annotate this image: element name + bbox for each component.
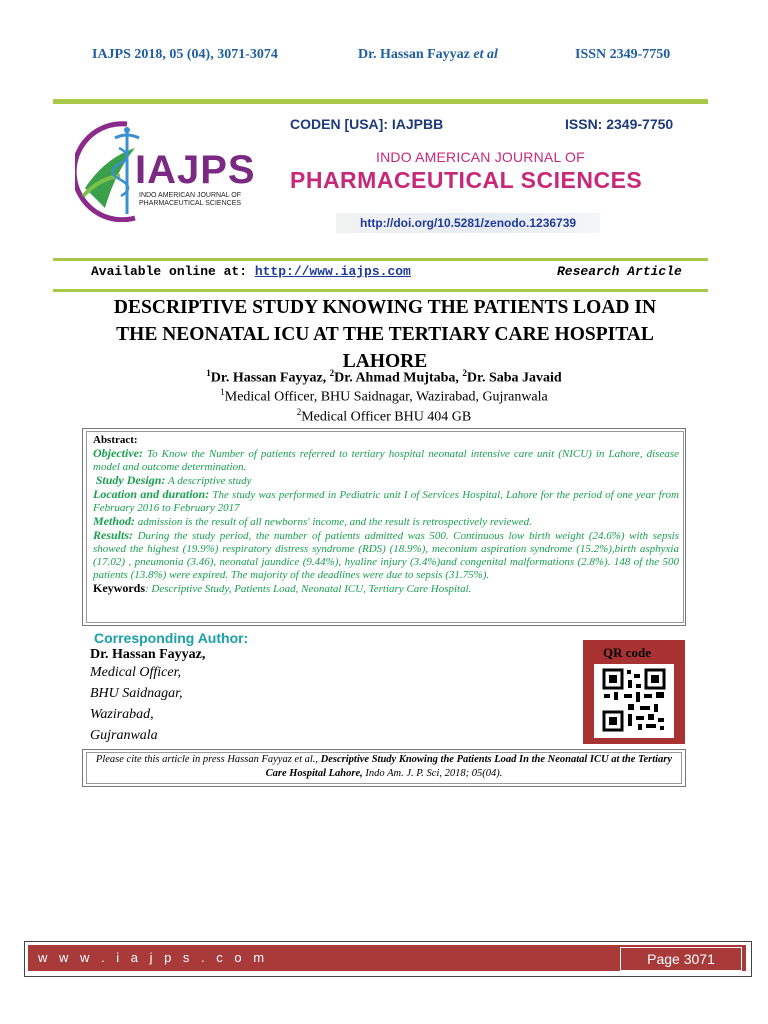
qr-code-icon bbox=[594, 664, 674, 738]
keywords-text: : Descriptive Study, Patients Load, Neonatal ICU, Tertiary Care Hospital. bbox=[145, 583, 472, 595]
method-text: admission is the result of all newborns' income, and the result is retrospectively reviewed. bbox=[135, 516, 532, 528]
author-2-sup: 2 bbox=[329, 368, 335, 378]
journal-url-link[interactable]: http://www.iajps.com bbox=[254, 264, 411, 279]
article-title bbox=[60, 294, 710, 375]
abstract-keywords bbox=[93, 582, 679, 596]
citation-box bbox=[82, 749, 686, 787]
qr-pattern-icon bbox=[594, 664, 674, 738]
abstract-location bbox=[93, 488, 679, 515]
masthead-issn: ISSN: 2349-7750 bbox=[565, 116, 674, 132]
design-label: Study Design: bbox=[95, 473, 166, 487]
affiliation-1-sup: 1 bbox=[220, 387, 225, 397]
affiliation-1 bbox=[0, 387, 768, 406]
logo-subtitle-2: PHARMACEUTICAL SCIENCES bbox=[139, 200, 242, 207]
affiliation-2-text: Medical Officer BHU 404 GB bbox=[301, 409, 472, 425]
abstract-inner-frame bbox=[86, 431, 684, 623]
keywords-label: Keywords bbox=[93, 581, 145, 595]
running-author-suffix: et al bbox=[473, 47, 498, 62]
corresponding-line-1: Medical Officer, bbox=[90, 665, 181, 680]
objective-label: Objective: bbox=[93, 446, 143, 460]
corresponding-name: Dr. Hassan Fayyaz, bbox=[90, 647, 206, 662]
citation-text bbox=[86, 752, 682, 784]
journal-logo bbox=[75, 118, 256, 222]
corresponding-line-3: Wazirabad, bbox=[90, 707, 154, 722]
article-type: Research Article bbox=[557, 264, 682, 279]
running-issn: ISSN 2349-7750 bbox=[575, 47, 671, 62]
design-text: A descriptive study bbox=[165, 475, 252, 487]
affiliation-1-text: Medical Officer, BHU Saidnagar, Wazirabad, Gujranwala bbox=[224, 389, 548, 405]
author-3: Dr. Saba Javaid bbox=[466, 370, 562, 386]
doi-link[interactable]: http://doi.org/10.5281/zenodo.1236739 bbox=[360, 216, 577, 230]
title-line-3: LAHORE bbox=[342, 351, 428, 372]
corresponding-line-2: BHU Saidnagar, bbox=[90, 686, 183, 701]
abstract-method bbox=[93, 515, 679, 529]
author-list bbox=[0, 368, 768, 387]
affiliation-2 bbox=[0, 407, 768, 426]
title-line-2: THE NEONATAL ICU AT THE TERTIARY CARE HOSPITAL bbox=[116, 324, 654, 345]
abstract-body bbox=[93, 434, 679, 596]
author-2: Dr. Ahmad Mujtaba, bbox=[334, 370, 463, 386]
coden: CODEN [USA]: IAJPBB bbox=[290, 116, 444, 132]
running-author bbox=[358, 47, 498, 63]
page-number: Page 3071 bbox=[620, 947, 742, 971]
qr-code-panel bbox=[583, 640, 685, 744]
logo-wordmark: IAJPS bbox=[135, 148, 256, 192]
header-divider bbox=[53, 99, 708, 104]
objective-text: To Know the Number of patients referred to tertiary hospital neonatal intensive care unit (NICU) in Lahore, disease model and outcome determination. bbox=[93, 448, 679, 473]
corresponding-heading: Corresponding Author: bbox=[94, 630, 249, 646]
corresponding-line-4: Gujranwala bbox=[90, 728, 158, 743]
footer-url[interactable]: w w w . i a j p s . c o m bbox=[38, 950, 269, 965]
author-1-sup: 1 bbox=[206, 368, 211, 378]
journal-name-line1: INDO AMERICAN JOURNAL OF bbox=[376, 149, 585, 165]
abstract-results bbox=[93, 529, 679, 582]
author-3-sup: 2 bbox=[462, 368, 467, 378]
page-footer bbox=[24, 941, 752, 977]
availability-label: Available online at: bbox=[91, 264, 255, 279]
logo-subtitle-1: INDO AMERICAN JOURNAL OF bbox=[139, 192, 242, 199]
location-label: Location and duration: bbox=[93, 487, 210, 501]
footer-bar bbox=[28, 945, 746, 971]
citation-title: Descriptive Study Knowing the Patients Load In the Neonatal ICU at the Tertiary Care Hospital Lahore, bbox=[265, 754, 673, 779]
running-citation: IAJPS 2018, 05 (04), 3071-3074 bbox=[92, 47, 278, 62]
abstract-heading: Abstract: bbox=[93, 434, 138, 446]
results-text: During the study period, the number of patients admitted was 500. Continuous low birth weight (24.6%) with sepsis showed the highest (19.9%) respiratory distress syndrome (RDS) (18.9%), meconium aspiration syndrome (15.2%),birth asphyxia (17.02) , pneumonia (3.46), neonatal jaundice (9.44%), hyaline injury (3.4%)and congenital malformations (2.8%). 148 of the 500 patients (13.8%) were expired. The majority of the deadlines were due to sepsis (31.75%). bbox=[93, 530, 679, 581]
journal-name-line2: PHARMACEUTICAL SCIENCES bbox=[290, 167, 643, 193]
abstract-design bbox=[93, 474, 679, 488]
running-author-name: Dr. Hassan Fayyaz bbox=[358, 47, 474, 62]
author-1: Dr. Hassan Fayyaz, bbox=[210, 370, 330, 386]
results-label: Results: bbox=[93, 528, 134, 542]
abstract-box bbox=[82, 428, 686, 626]
availability-text bbox=[91, 264, 411, 279]
location-text: The study was performed in Pediatric unit I of Services Hospital, Lahore for the period of one year from February 2016 to February 2017 bbox=[93, 489, 679, 514]
qr-label: QR code bbox=[603, 645, 652, 660]
abstract-objective bbox=[93, 447, 679, 474]
citation-prefix: Please cite this article in press Hassan Fayyaz et al., bbox=[95, 754, 321, 765]
affiliation-2-sup: 2 bbox=[296, 407, 302, 417]
title-line-1: DESCRIPTIVE STUDY KNOWING THE PATIENTS LOAD IN bbox=[113, 297, 657, 318]
citation-suffix: Indo Am. J. P. Sci, 2018; 05(04). bbox=[362, 768, 503, 779]
method-label: Method: bbox=[93, 514, 135, 528]
